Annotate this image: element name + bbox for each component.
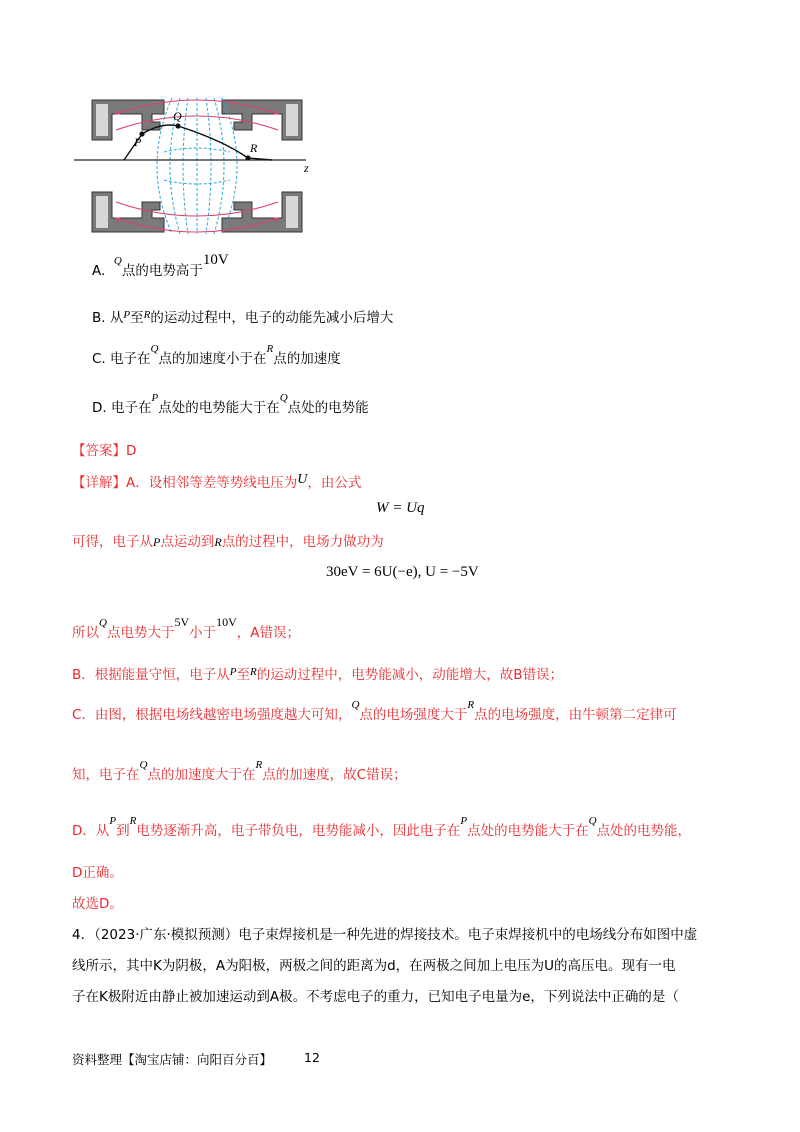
- detail-line-c2: 知，电子在$^Q$点的加速度大于在$^R$点的加速度，故C错误；: [72, 759, 407, 783]
- label-q: Q: [173, 109, 182, 123]
- point-r: [245, 155, 250, 160]
- option-a: A. $^Q$点的电势高于10V: [92, 252, 229, 279]
- question-4-line-3: 子在K极附近由静止被加速运动到A极。不考虑电子的重力，已知电子电量为e，下列说法中正确的是（: [72, 989, 679, 1005]
- detail-conclusion: 故选D。: [72, 896, 123, 912]
- label-p: P: [134, 135, 142, 149]
- z-axis-label: z: [304, 161, 309, 175]
- equipotential-lines: [157, 98, 237, 234]
- question-4-line-1: 4．（2023·广东·模拟预测）电子束焊接机是一种先进的焊接技术。电子束焊接机中的电场线分布如图中虚: [72, 927, 698, 943]
- label-r: R: [250, 141, 258, 155]
- page-number: 12: [304, 1050, 320, 1065]
- point-q: [175, 123, 180, 128]
- equation-1: W = Uq: [376, 500, 425, 516]
- equation-2: 30eV = 6U(−e), U = −5V: [326, 564, 479, 580]
- option-d: D. 电子在$^P$点处的电势能大于在$^Q$点处的电势能: [92, 392, 369, 416]
- detail-line-b: B．根据能量守恒，电子从$^P$至$^R$的运动过程中，电势能减小，动能增大，故B错误；: [72, 666, 563, 683]
- footer-source: 资料整理【淘宝店铺：向阳百分百】: [72, 1052, 273, 1067]
- detail-line-1: 【详解】A．设相邻等差等势线电压为U，由公式: [72, 472, 362, 491]
- detail-line-3: 所以$^Q$点电势大于5V小于10V，A错误；: [72, 615, 301, 641]
- answer-line: 【答案】D: [72, 443, 137, 459]
- electron-beam-field-figure: [72, 92, 322, 242]
- option-c: C. 电子在$^Q$点的加速度小于在$^R$点的加速度: [92, 343, 341, 367]
- detail-line-d1: D．从$^P$到$^R$电势逐渐升高，电子带负电，电势能减小，因此电子在$^P$点处的电势能大于在$^Q$点处的电势能，: [72, 815, 692, 839]
- question-4-line-2: 线所示，其中K为阴极，A为阳极，两极之间的距离为d，在两极之间加上电压为U的高压电。现有一电: [72, 958, 676, 974]
- option-b: B. 从$^P$至$^R$的运动过程中，电子的动能先减小后增大: [92, 309, 394, 326]
- detail-line-2: 可得，电子从P点运动到R点的过程中，电场力做功为: [72, 534, 384, 550]
- detail-line-d2: D正确。: [72, 865, 123, 881]
- detail-line-c1: C．由图，根据电场线越密电场强度越大可知，$^Q$点的电场强度大于$^R$点的电场强度，由牛顿第二定律可: [72, 699, 677, 723]
